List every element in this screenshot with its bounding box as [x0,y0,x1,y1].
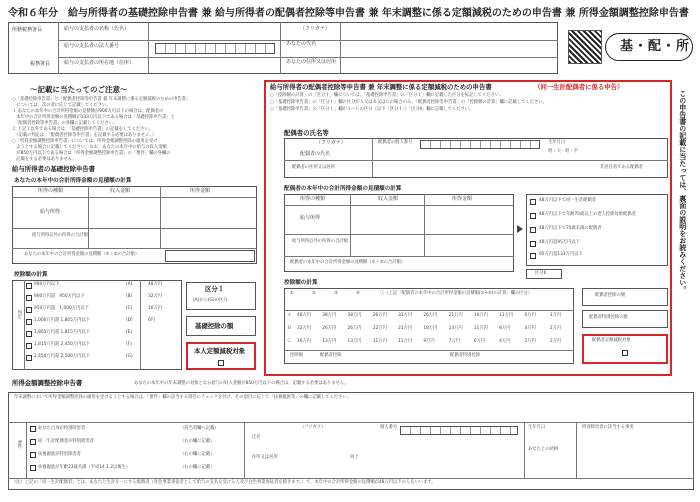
ded-cell: 2万円 [524,339,536,344]
ded-cell: 3万円 [549,313,562,318]
ded-cell: 9万円 [423,339,435,344]
spouse-teigaku-box[interactable]: 配偶者定額減税対象 [582,334,668,364]
notes-title: ～記載に当たってのご注意～ [30,85,128,94]
spouse-teigaku-check[interactable] [622,350,628,356]
payer-number-field[interactable] [155,43,275,54]
ded-cell: 1万円 [549,339,562,344]
spouse-title: 給与所得者の配偶者控除等申告書 兼 年末調整に係る定額減税のための申告書 [270,83,492,91]
ded-cell: 26万円 [322,326,337,331]
basic-row-salary: 給与所得 [40,209,61,215]
basic-table-title: 控除額の計算 [14,272,48,278]
tax-office-suffix: 税務署長 [30,61,51,67]
spouse-income-checks: 48万円以下で同一生計配偶者 48万円以下で年齢70歳以上の老人控除対象配偶者 48万円以下で70歳未満の配偶者 48万円超95万円以下 95万円超133万円以下 [526,194,668,266]
ded-cell: 11万円 [398,339,413,344]
ded-cell: 22万円 [372,326,387,331]
band-f-check[interactable] [26,343,32,349]
adj-box [8,392,694,490]
self-teigaku-box[interactable]: 本人定額減税対象 [186,342,256,370]
side-note: この申告書の記載に当たっては、裏面の説明をお読みください。 [678,90,687,293]
sp-check-5[interactable] [530,253,536,259]
basic-estimate-title: あなたの本年中の合計所得金額の見積額の計算 [14,178,132,184]
qr-code [568,30,602,64]
form-title: 令和６年分 給与所得者の基礎控除申告書 兼 給与所得者の配偶者控除等申告書 兼 年末調整に係る定額減税のための申告書 兼 所得金額調整控除申告書 [8,8,689,19]
spouse-estimate-title: 配偶者の本年中の合計所得金額の見積額の計算 [284,186,402,192]
band-d-check[interactable] [26,319,32,325]
spouse-ded-title: 控除額の計算 [284,280,318,286]
ded-cell: 38万円 [347,313,362,318]
adj-title: 所得金額調整控除申告書 [12,379,83,387]
band-c-check[interactable] [26,307,32,313]
ded-cell: 8万円 [499,326,511,331]
adj-footer: （注）上記の「同一生計配偶者」とは、あなたと生計を一にする配偶者（青色事業専従者として給与の支払を受ける人及び白色事業専従者を除きます。）で、本年中の合計所得金額の見積額が48万円以下の人をいいます。 [12,480,436,485]
adj-req-4[interactable] [30,465,36,471]
ded-cell: 6万円 [473,339,486,344]
payer-address-label: 給与の支払者の所在地（住所） [64,60,135,66]
band-b-check[interactable] [26,295,32,301]
ded-cell: 11万円 [372,339,387,344]
form-page: 令和６年分 給与所得者の基礎控除申告書 兼 給与所得者の配偶者控除等申告書 兼 年末調整に係る定額減税のための申告書 兼 所得金額調整控除申告書 基・配・所 所轄税務署長 税務署長 給与の支払者の名称（氏名） 給与の支払者の法人番号 給与の支払者の所在地（住所） （フリガナ） あなたの氏名 あなたの住所又は居所 ～記載に当たってのご注意～ ○「基礎控除申告書」と「配偶者控除等申告書 兼 年末調整に係る定額減税のための申告書」 については、次の者に応じて記載してください。 １ あなたの本年中の合計所得金額の見積額が900万円以下の場合は、配偶者の 本年中の合計所得金額の見積額が133万円以下である場合は「基礎控除申告書」と 「配偶者控除等申告書」の各欄に記載してください。 ２ 上記１以外である場合は、「基礎控除申告書」の記載をしてください。 （記載の判定は、「配偶者控除等申告書」を記載する必要はありません。） ○「所得金額調整控除申告書」については、所得金額調整控除の適用を受け ようとする場合に記載してください。なお、あなたの本年中の給与の収入金額 が850万円以下である場合は「所得金額調整控除申告書」の「要件」欄の各欄の 記載をする必要はありません。 給与所得者の基礎控除申告書 あなたの本年中の合計所得金額の見積額の計算 所得の種類 収入金額 所得金額 給与所得 給与所得以外の所得の合計額 あなたの本年中の合計所得金額の見積額（①＋②の合計額） 控除額の計算 判定 900万円以下 (A) 48万円 900万円超 950万円以下 (B) 32万円 950万円超 1,000万円以下 (C) 16万円 1,000万円超 1,805万円以下 (D) 0円 1,805万円超 1,815万円以下 (E) 1,815万円超 2,450万円以下 (F) 2,450万円超 2,500万円以下 (G) 区分Ｉ (A)から(G)の区分 基礎控除の額 本人定額減税対象 給与所得者の配偶者控除等申告書 兼 年末調整に係る定額減税のための申告書 （同一生計配偶者に係る申告） ○「控除額の計算」の「区分Ｉ」欄については、「基礎控除申告書」の「区分Ｉ」欄に記載した区分を転記してください。 ○「基礎控除申告書」の「区分Ｉ」欄の区分がＡ又はＢ又はＣの場合のみ、「配偶者控除等申告書」の「控除額の計算」欄に記載してください。 ○「基礎控除申告書」の「区分Ｉ」欄がＡ～Ｃの区分（以下「区分Ｉ」）「区分Ⅱ」欄に記載してください。 配偶者の氏名等 （フリガナ） 配偶者の氏名 配偶者の個人番号 生年月日 明・大・昭・平 配偶者の住所又は居所 非居住者である配偶者 配偶者の本年中の合計所得金額の見積額の計算 所得の種類 収入金額 所得金額 給与所得 給与所得以外の所得の合計額 配偶者の本年中の合計所得金額の見積額（①＋②の合計額） 48万円以下で同一生計配偶者 48万円以下で年齢70歳以上の老人控除対象配偶者 48万円以下で70歳未満の配偶者 48万円超95万円以下 95万円超133万円以下 区分Ⅱ 控除額の計算 ① ② ③ ④ ⓘ（上記「配偶者の本年中の合計所得金額の見積額(①+②)の計算」欄の区分） Ａ Ｂ Ｃ 48万円 38万円 38万円 26万円 31万円 26万円 21万円 16万円 11万円 6万円 3万円 32万円 26万円 26万円 22万円 21万円 18万円 14万円 11万円 8万円 4万円 2万円 16万円 13万円 13万円 11万円 11万円 9万円 7万円 6万円 4万円 2万円 1万円 控除額 配偶者控除 配偶者特別控除 配偶者控除の額 配偶者特別控除の額 配偶者定額減税対象 この申告書の記載に当たっては、裏面の説明をお読みください。 所得金額調整控除申告書 あなたの本年中の年末調整の対象となる給与の収入金額が850万円以下の場合は、記載する必要はありません。 年末調整において所得金額調整控除の適用を受けようとする場合は、「要件」欄の該当する項目にチェックを付け、その項目に応じて「扶養親族等」の欄に記載してください。 要件 あなた自身が特別障害者 （該当者欄へ記載） 同一生計配偶者が特別障害者 （右の欄に記載） 扶養親族が特別障害者 （右の欄に記載） 扶養親族が年齢23歳未満（平成14.1.2以後生） （右の欄に記載） （フリガナ） 氏名 個人番号 住所又は居所 同上 生年月日 あなたとの続柄 特別障害者に該当する事実 （注）上記の「同一生計配偶者」とは、あなたと生計を一にする配偶者（青色事業専従者として給与の支払を受ける人及び白色事業専従者を除きます。）で、本年中の合計所得金額の見積額が48万円以下の人をいいます。 [0,0,700,502]
ded-cell: 18万円 [423,326,438,331]
sp-check-4[interactable] [530,241,536,247]
adj-number-field[interactable] [400,426,518,435]
ded-cell: 26万円 [372,313,387,318]
furigana-label: （フリガナ） [300,26,330,32]
adj-req-1[interactable] [30,426,36,432]
payer-name-label: 給与の支払者の名称（氏名） [64,26,130,32]
form-kind-badge [605,33,693,61]
basic-total-field[interactable] [165,250,255,262]
kubun2-box[interactable]: 区分Ⅱ [526,269,562,279]
spouse-title-tag: （同一生計配偶者に係る申告） [534,83,624,91]
adj-subtitle: あなたの本年中の年末調整の対象となる給与の収入金額が850万円以下の場合は、記載する必要はありません。 [134,381,349,386]
spouse-ded-grid [296,311,574,351]
band-a-check[interactable] [26,283,32,289]
ded-cell: 31万円 [398,313,413,318]
ded-cell: 21万円 [398,326,413,331]
ded-cell: 16万円 [473,313,488,318]
ded-cell: 13万円 [322,339,337,344]
ded-cell: 32万円 [297,326,312,331]
your-address-label: あなたの住所又は居所 [286,59,337,65]
ded-cell: 11万円 [473,326,488,331]
form-kind-label: 基・配・所 [620,39,691,54]
ded-cell: 6万円 [524,313,536,318]
spouse-ded-amount-box[interactable]: 配偶者控除の額 [582,288,668,306]
band-e-check[interactable] [26,331,32,337]
basic-amount-box[interactable]: 基礎控除の額 [186,316,256,336]
ded-cell: 26万円 [423,313,438,318]
ded-cell: 13万円 [347,339,362,344]
adj-req-2[interactable] [30,439,36,445]
self-teigaku-check[interactable] [218,360,224,366]
payer-number-label: 給与の支払者の法人番号 [64,43,120,49]
spouse-number-field[interactable] [420,140,540,149]
your-name-label: あなたの氏名 [286,41,317,47]
sp-check-1[interactable] [530,199,536,205]
ded-cell: 21万円 [448,313,463,318]
spouse-name-title: 配偶者の氏名等 [284,129,329,137]
ded-cell: 4万円 [499,339,511,344]
basic-total-label: あなたの本年中の合計所得金額の見積額（①＋②の合計額） [24,252,140,257]
adj-desc: 年末調整において所得金額調整控除の適用を受けようとする場合は、「要件」欄の該当する項目にチェックを付け、その項目に応じて「扶養親族等」の欄に記載してください。 [14,395,351,400]
band-g-check[interactable] [26,355,32,361]
ded-cell: 4万円 [524,326,536,331]
basic-row-other: 給与所得以外の所得の合計額 [32,233,88,238]
ded-cell: 38万円 [322,313,337,318]
ded-cell: 14万円 [448,326,463,331]
ded-cell: 26万円 [347,326,362,331]
spouse-name-label: 配偶者の氏名 [300,151,331,157]
sp-check-3[interactable] [530,227,536,233]
adj-req-3[interactable] [30,452,36,458]
sp-check-2[interactable] [530,213,536,219]
kubun1-box[interactable]: 区分Ｉ (A)から(G)の区分 [186,282,256,310]
ded-cell: 48万円 [297,313,312,318]
tax-office-label: 所轄税務署長 [12,27,43,33]
ded-cell: 11万円 [499,313,514,318]
ded-cell: 16万円 [297,339,312,344]
ded-cell: 7万円 [448,339,460,344]
spouse-special-amount-box[interactable]: 配偶者特別控除の額 [582,310,668,328]
ded-cell: 2万円 [549,326,562,331]
basic-title: 給与所得者の基礎控除申告書 [12,165,96,173]
